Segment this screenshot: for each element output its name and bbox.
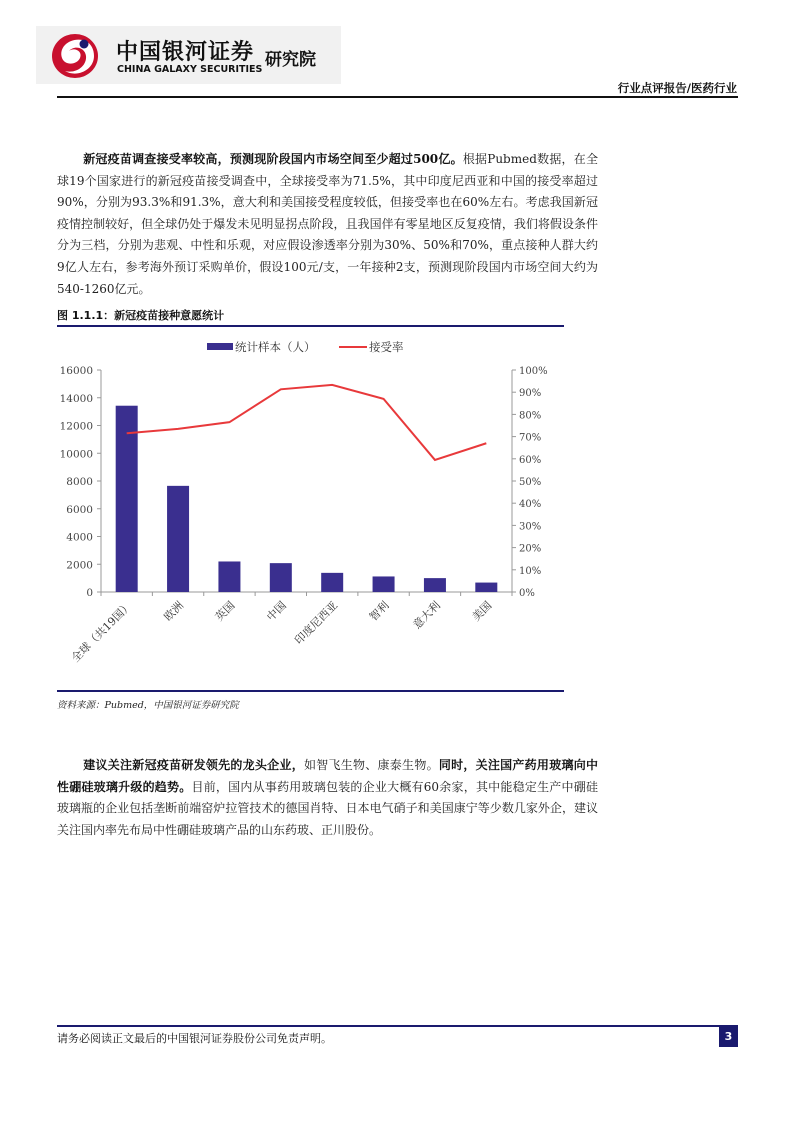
left-axis-tick-label: 16000 [59,365,93,377]
paragraph-market-size [57,149,598,300]
left-axis-tick-label: 10000 [59,448,93,461]
left-axis-tick-label: 14000 [59,392,93,405]
paragraph-lead-2: 同时，关注国产药用玻璃向中性硼硅玻璃升级的趋势。 [57,758,598,794]
right-axis-tick-label: 100% [519,366,548,377]
chart-line [127,385,487,460]
bar-sample-size [218,561,240,592]
x-category-label: 英国 [212,598,238,624]
figure-top-rule [57,325,564,327]
left-axis-tick-label: 8000 [66,476,93,488]
logo-chinese-name: 中国银河证券 [116,40,255,65]
footer-disclaimer: 请务必阅读正文最后的中国银河证券股份公司免责声明。 [57,1032,332,1045]
right-axis-tick-label: 60% [519,454,542,466]
x-category-label: 智利 [366,598,392,624]
left-axis-tick-label: 2000 [66,559,93,572]
bar-sample-size [321,573,343,592]
x-category-label: 意大利 [410,598,444,632]
right-axis-tick-label: 10% [519,565,542,577]
paragraph-lead: 新冠疫苗调查接受率较高，预测现阶段国内市场空间至少超过500亿。 [83,152,463,166]
page-number: 3 [719,1027,738,1047]
right-axis-tick-label: 70% [519,432,542,444]
report-category: 行业点评报告/医药行业 [617,81,737,95]
figure-title: 图 1.1.1：新冠疫苗接种意愿统计 [57,309,225,322]
left-axis-tick-label: 6000 [66,503,93,516]
right-axis-tick-label: 50% [519,477,542,488]
chart-x-labels [68,598,494,664]
right-axis-tick-label: 90% [519,388,542,400]
right-axis-tick-label: 40% [519,499,542,511]
chart-legend [207,340,404,354]
paragraph-mid: 如智飞生物、康泰生物。 [303,758,439,772]
left-axis-tick-label: 12000 [59,420,93,433]
header-divider [57,96,738,98]
figure-bottom-rule [57,690,564,692]
paragraph-lead-1: 建议关注新冠疫苗研发领先的龙头企业， [83,758,304,772]
paragraph-recommendation [57,755,598,841]
x-category-label: 全球（共19国） [69,598,135,665]
bar-sample-size [270,563,292,592]
legend-bar-swatch [207,343,233,350]
logo-institute: 研究院 [265,50,316,70]
x-category-label: 美国 [469,598,495,624]
bar-sample-size [424,578,446,592]
right-axis-tick-label: 80% [519,410,542,422]
x-category-label: 中国 [264,598,289,624]
bar-sample-size [167,486,189,592]
paragraph-body: 目前，国内从事药用玻璃包装的企业大概有60余家，其中能稳定生产中硼硅玻璃瓶的企业包括垄断前端窑炉拉管技术的德国肖特、日本电气硝子和美国康宁等少数几家外企，建议关注国内率先布局中性硼硅玻璃产品的山东药玻、正川股份。 [57,779,598,837]
vaccine-acceptance-chart [57,330,564,692]
chart-bars [116,406,498,592]
line-acceptance-rate [127,385,487,460]
legend-line-label: 接受率 [369,340,404,354]
x-category-label: 欧洲 [161,598,187,624]
company-logo [36,26,341,84]
footer-divider [57,1025,738,1027]
bar-sample-size [475,583,497,592]
right-axis-tick-label: 30% [519,521,542,533]
x-category-label: 印度尼西亚 [292,598,341,648]
left-axis-tick-label: 0 [86,587,93,599]
figure-source: 资料来源：Pubmed，中国银河证券研究院 [57,700,239,711]
right-axis-tick-label: 0% [519,588,535,599]
right-axis-tick-label: 20% [519,543,542,555]
left-axis-tick-label: 4000 [66,531,93,544]
bar-sample-size [373,576,395,592]
galaxy-logo-icon [50,32,100,80]
legend-bar-label: 统计样本（人） [235,340,316,354]
paragraph-body: 根据Pubmed数据，在全球19个国家进行的新冠疫苗接受调查中，全球接受率为71.5%，其中印度尼西亚和中国的接受率超过90%，分别为93.3%和91.3%，意大利和美国接受程度较低，但接受率也在60%左右。考虑我国新冠疫情控制较好，但全球仍处于爆发未见明显拐点阶段，且我国伴有零星地区反复疫情，我们将假设条件分为三档，分别为悲观、中性和乐观，对应假设渗透率分别为30%、50%和70%，重点接种人群大约9亿人左右，参考海外预订采购单价，假设100元/支，一年接种2支，预测现阶段国内市场空间大约为540-1260亿元。 [57,152,598,296]
logo-english-name: CHINA GALAXY SECURITIES [117,64,263,75]
bar-sample-size [116,406,138,592]
